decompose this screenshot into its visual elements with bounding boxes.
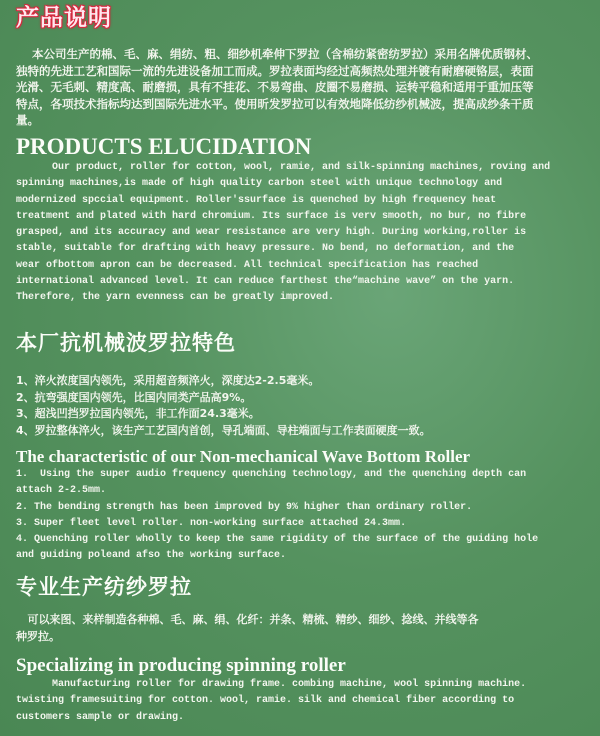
product-description-cn (16, 46, 538, 129)
list-item: 3、超浅凹挡罗拉国内领先，非工作面24.3毫米。 (16, 407, 260, 420)
list-item: 1、淬火浓度国内领先，采用超音频淬火，深度达2-2.5毫米。 (16, 374, 320, 387)
text-line: modernized spccial equipment. Roller'ssurface is quenched by high frequency heat (16, 194, 497, 206)
section-title-product-description: 产品说明 (16, 5, 112, 31)
products-elucidation-en (16, 160, 550, 307)
list-item: attach 2-2.5mm. (16, 485, 107, 497)
section-title-characteristic: The characteristic of our Non-mechanical Wave Bottom Roller (16, 447, 471, 466)
characteristic-list-en (16, 467, 538, 565)
text-line: 种罗拉。 (16, 629, 60, 643)
text-line: twisting framesuiting for cotton. wool, ramie. silk and chemical fiber according to (16, 695, 515, 707)
list-item: 1. Using the super audio frequency quenching technology, and the quenching depth can (16, 469, 527, 480)
text-line: 特点，各项技术指标均达到国际先进水平。使用昕发罗拉可以有效地降低纺纱机械波，提高成纱条干质 (16, 96, 534, 111)
section-title-specialized-cn: 专业生产纺纱罗拉 (16, 575, 192, 599)
list-item: and guiding poleand afso the working surface. (16, 550, 287, 562)
text-line: stable, suitable for drafting with heavy pressure. No bend, no deformation, and the (16, 243, 515, 255)
text-line: 可以来图、来样制造各种棉、毛、麻、绢、化纤：并条、精梳、精纱、细纱、捻线、并线等各 (16, 613, 479, 626)
text-line: grasped, and its accuracy and wear resistance are very high. During working,roller is (16, 227, 527, 239)
section-title-products-elucidation: PRODUCTS ELUCIDATION (16, 134, 312, 159)
text-line: 光滑、无毛刺、精度高、耐磨损，具有不挂花、不易弯曲、皮圈不易磨损、运转平稳和适用于重加压等 (16, 80, 534, 94)
text-line: Our product, roller for cotton, wool, ramie, and silk-spinning machines, roving and (16, 162, 551, 173)
section-title-features-cn: 本厂抗机械波罗拉特色 (16, 331, 236, 355)
text-line: spinning machines,is made of high quality carbon steel with unique technology and (16, 178, 503, 190)
list-item: 4、罗拉整体淬火，该生产工艺国内首创，导孔端面、导柱端面与工作表面硬度一致。 (16, 423, 431, 437)
specializing-text-en (16, 677, 526, 726)
list-item: 3. Super fleet level roller. non-working surface attached 24.3mm. (16, 517, 407, 529)
list-item: 4. Quenching roller wholly to keep the same rigidity of the surface of the guiding hole (16, 534, 539, 546)
specialized-text-cn (16, 612, 479, 645)
list-item: 2. The bending strength has been improved by 9% higher than ordinary roller. (16, 501, 473, 513)
text-line: wear ofbottom apron can be decreased. All technical specification has reached (16, 259, 479, 271)
text-line: 独特的先进工艺和国际一流的先进设备加工而成。罗拉表面均经过高频热处理并镀有耐磨硬铬层，表面 (16, 63, 534, 78)
section-title-specializing: Specializing in producing spinning roller (16, 655, 346, 676)
text-line: treatment and plated with hard chromium. Its surface is verv smooth, no bur, no fibre (16, 210, 527, 222)
text-line: international advanced level. It can reduce farthest the“machine wave” on the yarn. (16, 276, 515, 288)
list-item: 2、抗弯强度国内领先，比国内同类产品高9%。 (16, 390, 252, 404)
text-line: Therefore, the yarn evenness can be greatly improved. (16, 292, 335, 304)
text-line: customers sample or drawing. (16, 711, 185, 723)
features-list-cn (16, 373, 431, 439)
text-line: 量。 (16, 113, 39, 127)
text-line: Manufacturing roller for drawing frame. combing machine, wool spinning machine. (16, 679, 527, 690)
text-line: 本公司生产的棉、毛、麻、绢纺、粗、细纱机牵伸下罗拉（含棉纺紧密纺罗拉）采用名牌优质钢材、 (16, 47, 539, 61)
